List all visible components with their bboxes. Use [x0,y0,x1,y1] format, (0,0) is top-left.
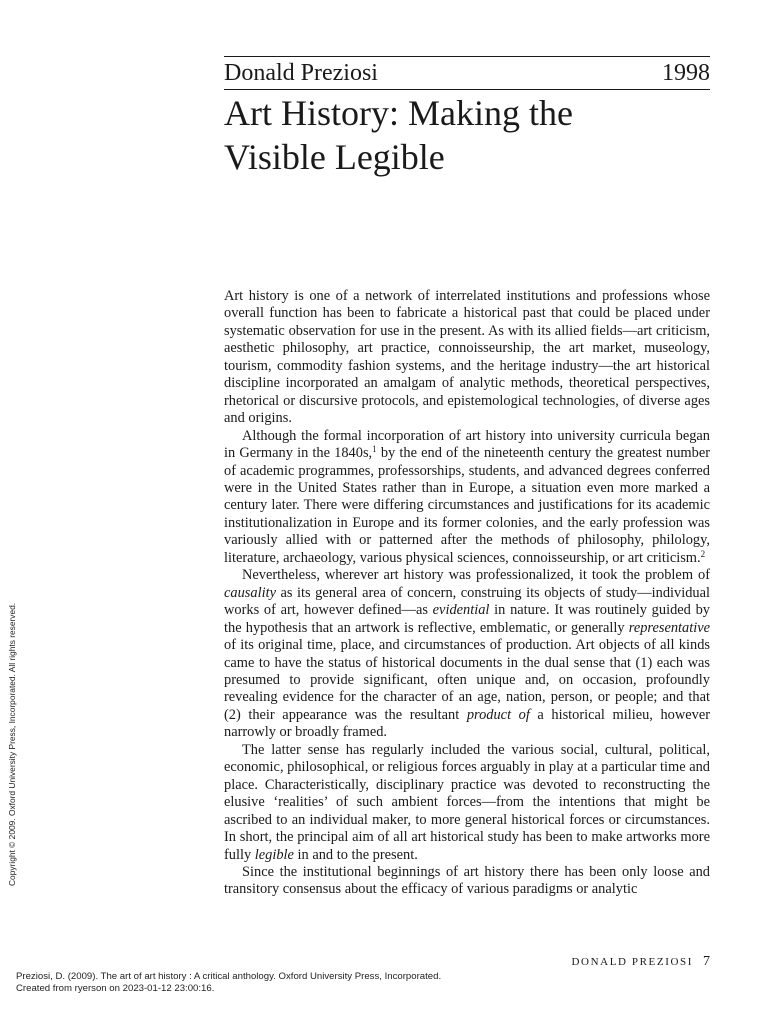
paragraph-2 [224,428,710,568]
header-bottom-rule [224,89,710,90]
running-head: DONALD PREZIOSI [571,956,693,968]
publication-year: 1998 [662,60,710,86]
footnote-ref-1[interactable]: 1 [372,444,377,455]
chapter-header [224,59,710,87]
author-name: Donald Preziosi [224,60,378,86]
chapter-title [224,91,710,179]
chapter-title-line-2: Visible Legible [224,137,445,177]
paragraph-4-text-a: The latter sense has regularly included the various social, cultural, political, economic, philosophical, or religious forces arguably in play at a particular time and place. Characteristically, disciplinary practice was devoted to reconstructing the elusive ‘realities’ of such ambient forces—from the intentions that might be ascribed to an individual maker, to more general historical forces or circumstances. In short, the principal aim of all art historical study has been to make artworks more fully [224,741,710,863]
copyright-notice: Copyright © 2009. Oxford University Press, Incorporated. All rights reserved. [7,602,17,886]
paragraph-3-text-c: in nature. It was routinely guided by the hypothesis that an artwork is reflective, emblematic, or generally [224,602,710,636]
paragraph-5: Since the institutional beginnings of art history there has been only loose and transitory consensus about the efficacy of various paradigms or analytic [224,863,710,898]
emphasis-representative: representative [628,619,710,636]
paragraph-2-text-b: by the end of the nineteenth century the greatest number of academic programmes, professorships, students, and advanced degrees conferred were in the United States rather than in Europe, a situation even more marked a century later. There were differing circumstances and justifications for its academic institutionalization in Europe and its former colonies, and the early profession was variously allied with or patterned after the methods of philosophy, philology, literature, archaeology, various physical sciences, connoisseurship, or art criticism. [224,445,710,566]
paragraph-3-text-e: a historical milieu, however narrowly or broadly framed. [224,706,711,741]
body-text [224,288,710,899]
paragraph-4-text-b: in and to the present. [293,846,418,863]
chapter-title-line-1: Art History: Making the [224,93,573,133]
emphasis-evidential: evidential [432,602,490,619]
paragraph-1: Art history is one of a network of interrelated institutions and professions whose overall function has been to fabricate a historical past that could be placed under systematic observation for use in the present. As with its allied fields—art criticism, aesthetic philosophy, art practice, connoisseurship, the art market, museology, tourism, commodity fashion systems, and the heritage industry—the art historical discipline incorporated an amalgam of analytic methods, theoretical perspectives, rhetorical or discursive protocols, and epistemological technologies, of diverse ages and origins. [224,288,710,427]
paragraph-3 [224,567,710,742]
emphasis-causality: causality [224,584,276,601]
paragraph-3-text-a: Nevertheless, wherever art history was professionalized, it took the problem of [242,567,710,584]
citation-block [16,971,441,995]
page-footer [572,954,710,970]
citation-line-2: Created from ryerson on 2023-01-12 23:00:16. [16,983,215,994]
page-number: 7 [703,954,710,969]
footnote-ref-2[interactable]: 2 [700,548,706,559]
paragraph-3-text-d: of its original time, place, and circumstances of production. Art objects of all kinds came to have the status of historical documents in the dual sense that (1) each was presumed to provide significant, often unique and, on occasion, profoundly revealing evidence for the character of an age, nation, person, or people; and that (2) their appearance was the resultant [224,637,710,723]
paragraph-4 [224,742,710,864]
citation-line-1: Preziosi, D. (2009). The art of art history : A critical anthology. Oxford University Press, Incorporated. [16,971,442,982]
emphasis-legible: legible [254,846,294,863]
header-top-rule [224,56,710,57]
paragraph-2-text-a: Although the formal incorporation of art history into university curricula began in Germany in the 1840s, [224,427,710,462]
emphasis-product-of: product of [466,706,530,723]
paragraph-3-text-b: as its general area of concern, construing its objects of study—individual works of art, however defined—as [224,584,710,619]
